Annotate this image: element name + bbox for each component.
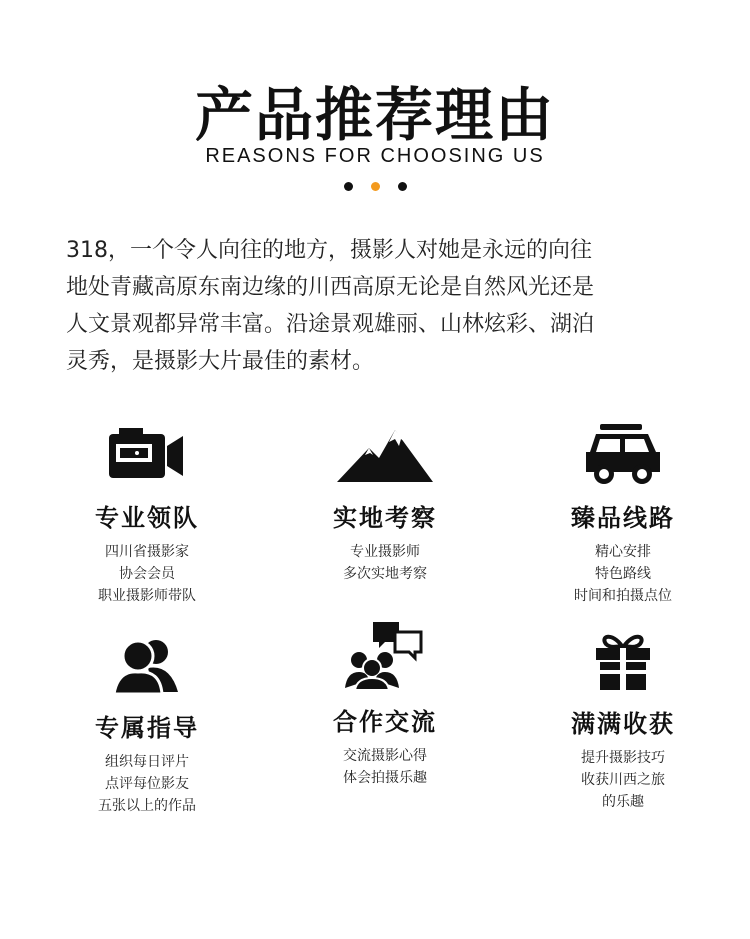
mountain-icon xyxy=(335,422,435,488)
feature-description xyxy=(27,541,267,607)
intro-line: 318，一个令人向往的地方，摄影人对她是永远的向往 xyxy=(66,238,592,263)
feature-cooperation-exchange xyxy=(265,620,505,789)
feature-great-harvest xyxy=(503,628,743,813)
feature-title: 满满收获 xyxy=(571,710,675,738)
feature-exclusive-guidance xyxy=(27,632,267,817)
feature-line: 专业摄影师 xyxy=(350,544,420,560)
users-icon xyxy=(114,632,180,698)
feature-line: 交流摄影心得 xyxy=(343,748,427,764)
feature-line: 协会会员 xyxy=(119,566,175,582)
feature-line: 四川省摄影家 xyxy=(105,544,189,560)
feature-professional-leader xyxy=(27,422,267,607)
feature-premium-route xyxy=(503,422,743,607)
feature-line: 提升摄影技巧 xyxy=(581,750,665,766)
feature-line: 多次实地考察 xyxy=(343,566,427,582)
feature-line: 点评每位影友 xyxy=(105,776,189,792)
feature-description xyxy=(265,745,505,789)
feature-line: 五张以上的作品 xyxy=(98,798,196,814)
divider-dot-accent xyxy=(371,182,380,191)
intro-paragraph xyxy=(66,232,696,380)
feature-title: 专业领队 xyxy=(95,504,199,532)
feature-line: 的乐趣 xyxy=(602,794,644,810)
intro-line: 地处青藏高原东南边缘的川西高原无论是自然风光还是 xyxy=(66,275,595,300)
feature-line: 时间和拍摄点位 xyxy=(574,588,672,604)
divider-dot xyxy=(398,182,407,191)
feature-description xyxy=(503,747,743,813)
dots-divider xyxy=(0,182,750,191)
gift-icon xyxy=(594,628,652,694)
feature-line: 精心安排 xyxy=(595,544,651,560)
feature-title: 臻品线路 xyxy=(571,504,675,532)
feature-description xyxy=(265,541,505,585)
feature-title: 专属指导 xyxy=(95,714,199,742)
chat-group-icon xyxy=(345,620,425,692)
feature-line: 组织每日评片 xyxy=(105,754,189,770)
page-subtitle: REASONS FOR CHOOSING US xyxy=(205,145,545,167)
feature-title: 实地考察 xyxy=(333,504,437,532)
intro-line: 灵秀，是摄影大片最佳的素材。 xyxy=(66,349,375,374)
feature-description xyxy=(503,541,743,607)
feature-line: 收获川西之旅 xyxy=(581,772,665,788)
feature-title: 合作交流 xyxy=(333,708,437,736)
feature-description xyxy=(27,751,267,817)
car-icon xyxy=(582,422,664,488)
feature-line: 特色路线 xyxy=(595,566,651,582)
video-camera-icon xyxy=(107,422,187,488)
feature-field-survey xyxy=(265,422,505,585)
feature-line: 体会拍摄乐趣 xyxy=(343,770,427,786)
intro-line: 人文景观都异常丰富。沿途景观雄丽、山林炫彩、湖泊 xyxy=(66,312,595,337)
feature-line: 职业摄影师带队 xyxy=(98,588,196,604)
page-title: 产品推荐理由 xyxy=(194,81,555,149)
divider-dot xyxy=(344,182,353,191)
